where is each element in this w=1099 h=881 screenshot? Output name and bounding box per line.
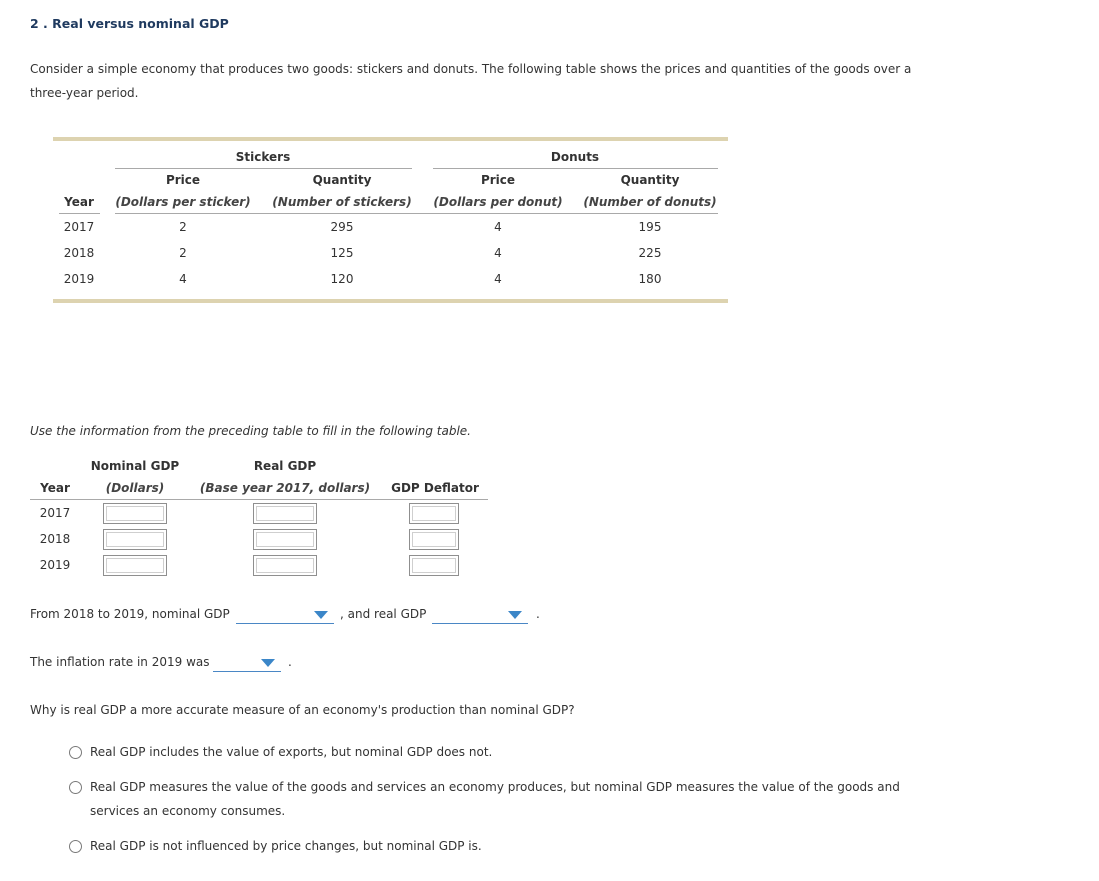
col-header-year: Year [64,195,94,209]
donut-quantity-cell: 225 [638,246,662,260]
sticker-price-cell: 4 [179,272,187,286]
group-header-stickers: Stickers [235,150,291,164]
header-underline [115,213,718,214]
donuts-group-underline [433,168,718,169]
nominal-gdp-sentence-prefix: From 2018 to 2019, nominal GDP [30,607,230,621]
sticker-price-cell: 2 [179,246,187,260]
real-gdp-2017-input[interactable] [253,503,317,524]
chevron-down-icon [508,611,522,619]
mc-option-label[interactable]: Real GDP is not influenced by price changes, but nominal GDP is. [90,839,482,853]
nominal-gdp-2017-input[interactable] [103,503,167,524]
radio-button[interactable] [69,840,82,853]
sentence-period: . [288,655,292,669]
col-header-sticker-price: Price [165,173,201,187]
real-gdp-sentence-middle: , and real GDP [340,607,427,621]
chevron-down-icon [314,611,328,619]
donut-price-cell: 4 [494,220,502,234]
unit-donut-price: (Dollars per donut) [433,195,563,209]
table-bottom-rule [53,299,728,303]
question-intro: Consider a simple economy that produces two goods: stickers and donuts. The following table shows the prices and quantities of the goods over a three-year period. [30,62,912,100]
year-cell: 2018 [63,246,95,260]
sentence-period: . [536,607,540,621]
sticker-quantity-cell: 120 [330,272,354,286]
nominal-gdp-2018-input[interactable] [103,529,167,550]
question-title: 2 . Real versus nominal GDP [30,16,229,31]
unit-sticker-price: (Dollars per sticker) [115,195,251,209]
unit-nominal-gdp: (Dollars) [105,481,165,495]
stickers-group-underline [115,168,412,169]
inflation-rate-dropdown[interactable] [213,653,281,672]
year-cell: 2017 [63,220,95,234]
nominal-gdp-change-dropdown[interactable] [236,605,334,624]
gdp-deflator-2017-input[interactable] [409,503,459,524]
donut-quantity-cell: 180 [638,272,662,286]
col-header-sticker-quantity: Quantity [312,173,372,187]
mc-option-label[interactable]: Real GDP measures the value of the goods and services an economy produces, but nominal GDP measures the value of the goods and services an economy consumes. [90,780,900,818]
mc-option-label[interactable]: Real GDP includes the value of exports, but nominal GDP does not. [90,745,493,759]
col-header-donut-quantity: Quantity [620,173,680,187]
radio-button[interactable] [69,746,82,759]
table-top-rule [53,137,728,141]
sticker-price-cell: 2 [179,220,187,234]
year-cell: 2018 [39,532,71,546]
unit-sticker-quantity: (Number of stickers) [272,195,412,209]
col-header-donut-price: Price [480,173,516,187]
nominal-gdp-2019-input[interactable] [103,555,167,576]
col-header-real-gdp: Real GDP [253,459,317,473]
gdp-header-underline [30,499,488,500]
col-header-nominal-gdp: Nominal GDP [90,459,180,473]
donut-price-cell: 4 [494,246,502,260]
col-header-year: Year [40,481,70,495]
real-gdp-2018-input[interactable] [253,529,317,550]
donut-price-cell: 4 [494,272,502,286]
sticker-quantity-cell: 125 [330,246,354,260]
unit-real-gdp: (Base year 2017, dollars) [199,481,371,495]
year-col-underline [59,213,100,214]
mc-question: Why is real GDP a more accurate measure of an economy's production than nominal GDP? [30,703,575,717]
fill-table-instruction: Use the information from the preceding table to fill in the following table. [30,424,471,438]
year-cell: 2017 [39,506,71,520]
inflation-sentence-prefix: The inflation rate in 2019 was [30,655,210,669]
unit-donut-quantity: (Number of donuts) [583,195,717,209]
real-gdp-change-dropdown[interactable] [432,605,528,624]
donut-quantity-cell: 195 [638,220,662,234]
real-gdp-2019-input[interactable] [253,555,317,576]
year-cell: 2019 [39,558,71,572]
col-header-gdp-deflator: GDP Deflator [391,481,479,495]
group-header-donuts: Donuts [550,150,600,164]
chevron-down-icon [261,659,275,667]
gdp-deflator-2018-input[interactable] [409,529,459,550]
sticker-quantity-cell: 295 [330,220,354,234]
radio-button[interactable] [69,781,82,794]
gdp-deflator-2019-input[interactable] [409,555,459,576]
year-cell: 2019 [63,272,95,286]
